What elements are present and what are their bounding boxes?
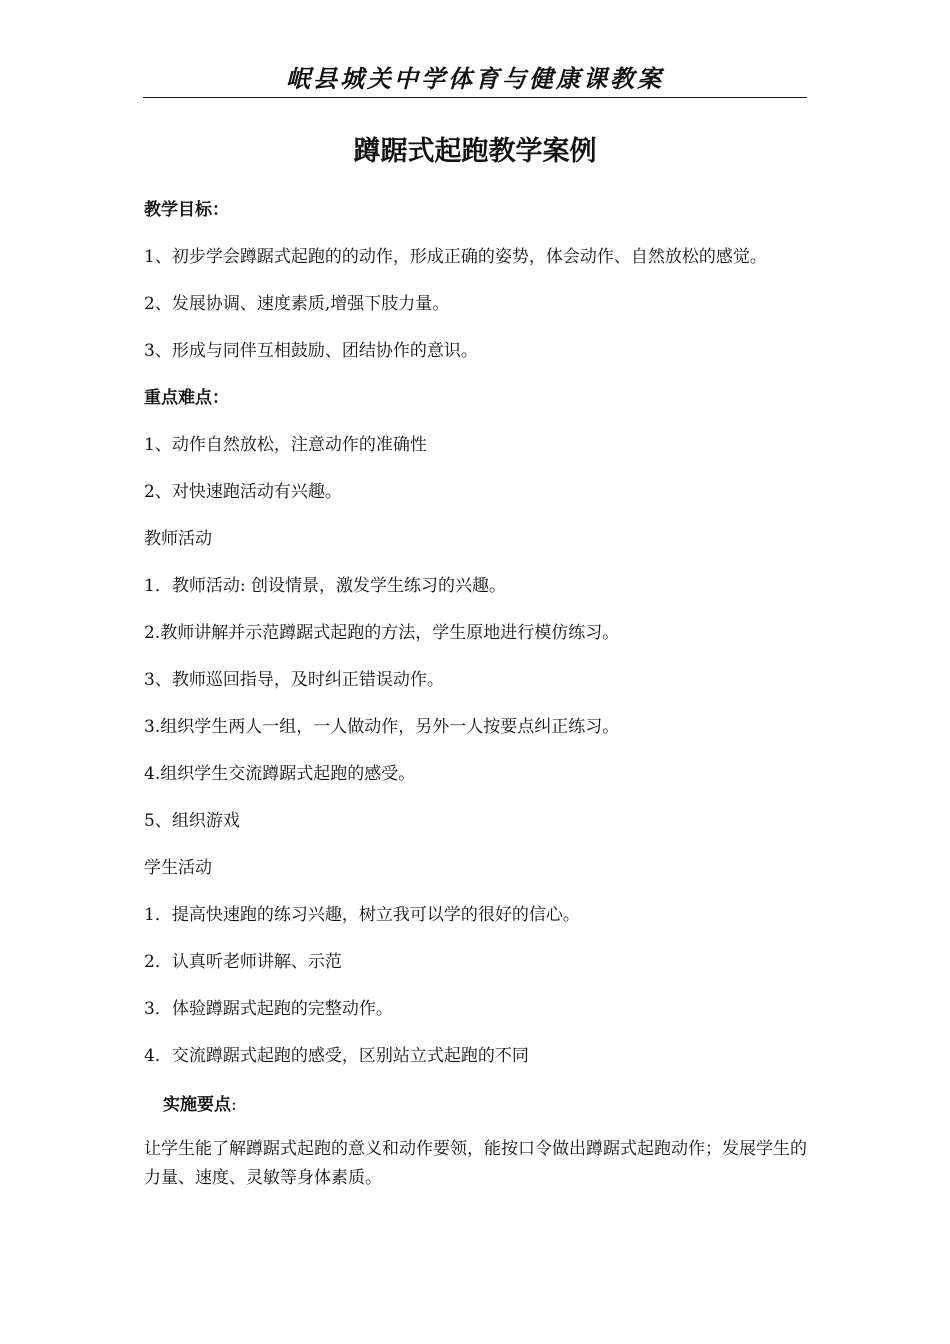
goal-item: 3、形成与同伴互相鼓励、团结协作的意识。: [144, 341, 478, 361]
document-title: 蹲踞式起跑教学案例: [353, 136, 597, 167]
implementation-heading-line: [163, 1093, 833, 1117]
teacher-activity-item: 4.组织学生交流蹲踞式起跑的感受。: [144, 764, 416, 784]
implementation-paragraph: 让学生能了解蹲踞式起跑的意义和动作要领，能按口令做出蹲踞式起跑动作；发展学生的力量、速度、灵敏等身体素质。: [144, 1139, 807, 1188]
teacher-activity-item: 3.组织学生两人一组，一人做动作，另外一人按要点纠正练习。: [144, 717, 620, 737]
header-divider: [143, 97, 807, 98]
key-points-heading: 重点难点：: [144, 388, 229, 408]
student-activity-item: 1．提高快速跑的练习兴趣，树立我可以学的很好的信心。: [144, 905, 580, 925]
implementation-heading: 实施要点: [163, 1095, 231, 1115]
goal-item: 1、初步学会蹲踞式起跑的的动作，形成正确的姿势，体会动作、自然放松的感觉。: [144, 247, 767, 267]
goals-heading: 教学目标：: [144, 200, 229, 220]
page-header-title: 岷县城关中学体育与健康课教案: [286, 65, 664, 93]
student-activity-item: 3．体验蹲踞式起跑的完整动作。: [144, 999, 393, 1019]
goal-item: 2、发展协调、速度素质,增强下肢力量。: [144, 294, 450, 314]
student-activities-heading: 学生活动: [144, 858, 212, 878]
implementation-heading-colon: :: [231, 1095, 237, 1115]
key-point-item: 2、对快速跑活动有兴趣。: [144, 482, 342, 502]
teacher-activity-item: 2.教师讲解并示范蹲踞式起跑的方法，学生原地进行模仿练习。: [144, 623, 620, 643]
teacher-activity-item: 1．教师活动: 创设情景，激发学生练习的兴趣。: [144, 576, 506, 596]
teacher-activity-item: 3、教师巡回指导，及时纠正错误动作。: [144, 670, 444, 690]
teacher-activity-item: 5、组织游戏: [144, 811, 240, 831]
key-point-item: 1、动作自然放松，注意动作的准确性: [144, 435, 427, 455]
student-activity-item: 2．认真听老师讲解、示范: [144, 952, 342, 972]
student-activity-item: 4．交流蹲踞式起跑的感受，区别站立式起跑的不同: [144, 1046, 529, 1066]
teacher-activities-heading: 教师活动: [144, 529, 212, 549]
